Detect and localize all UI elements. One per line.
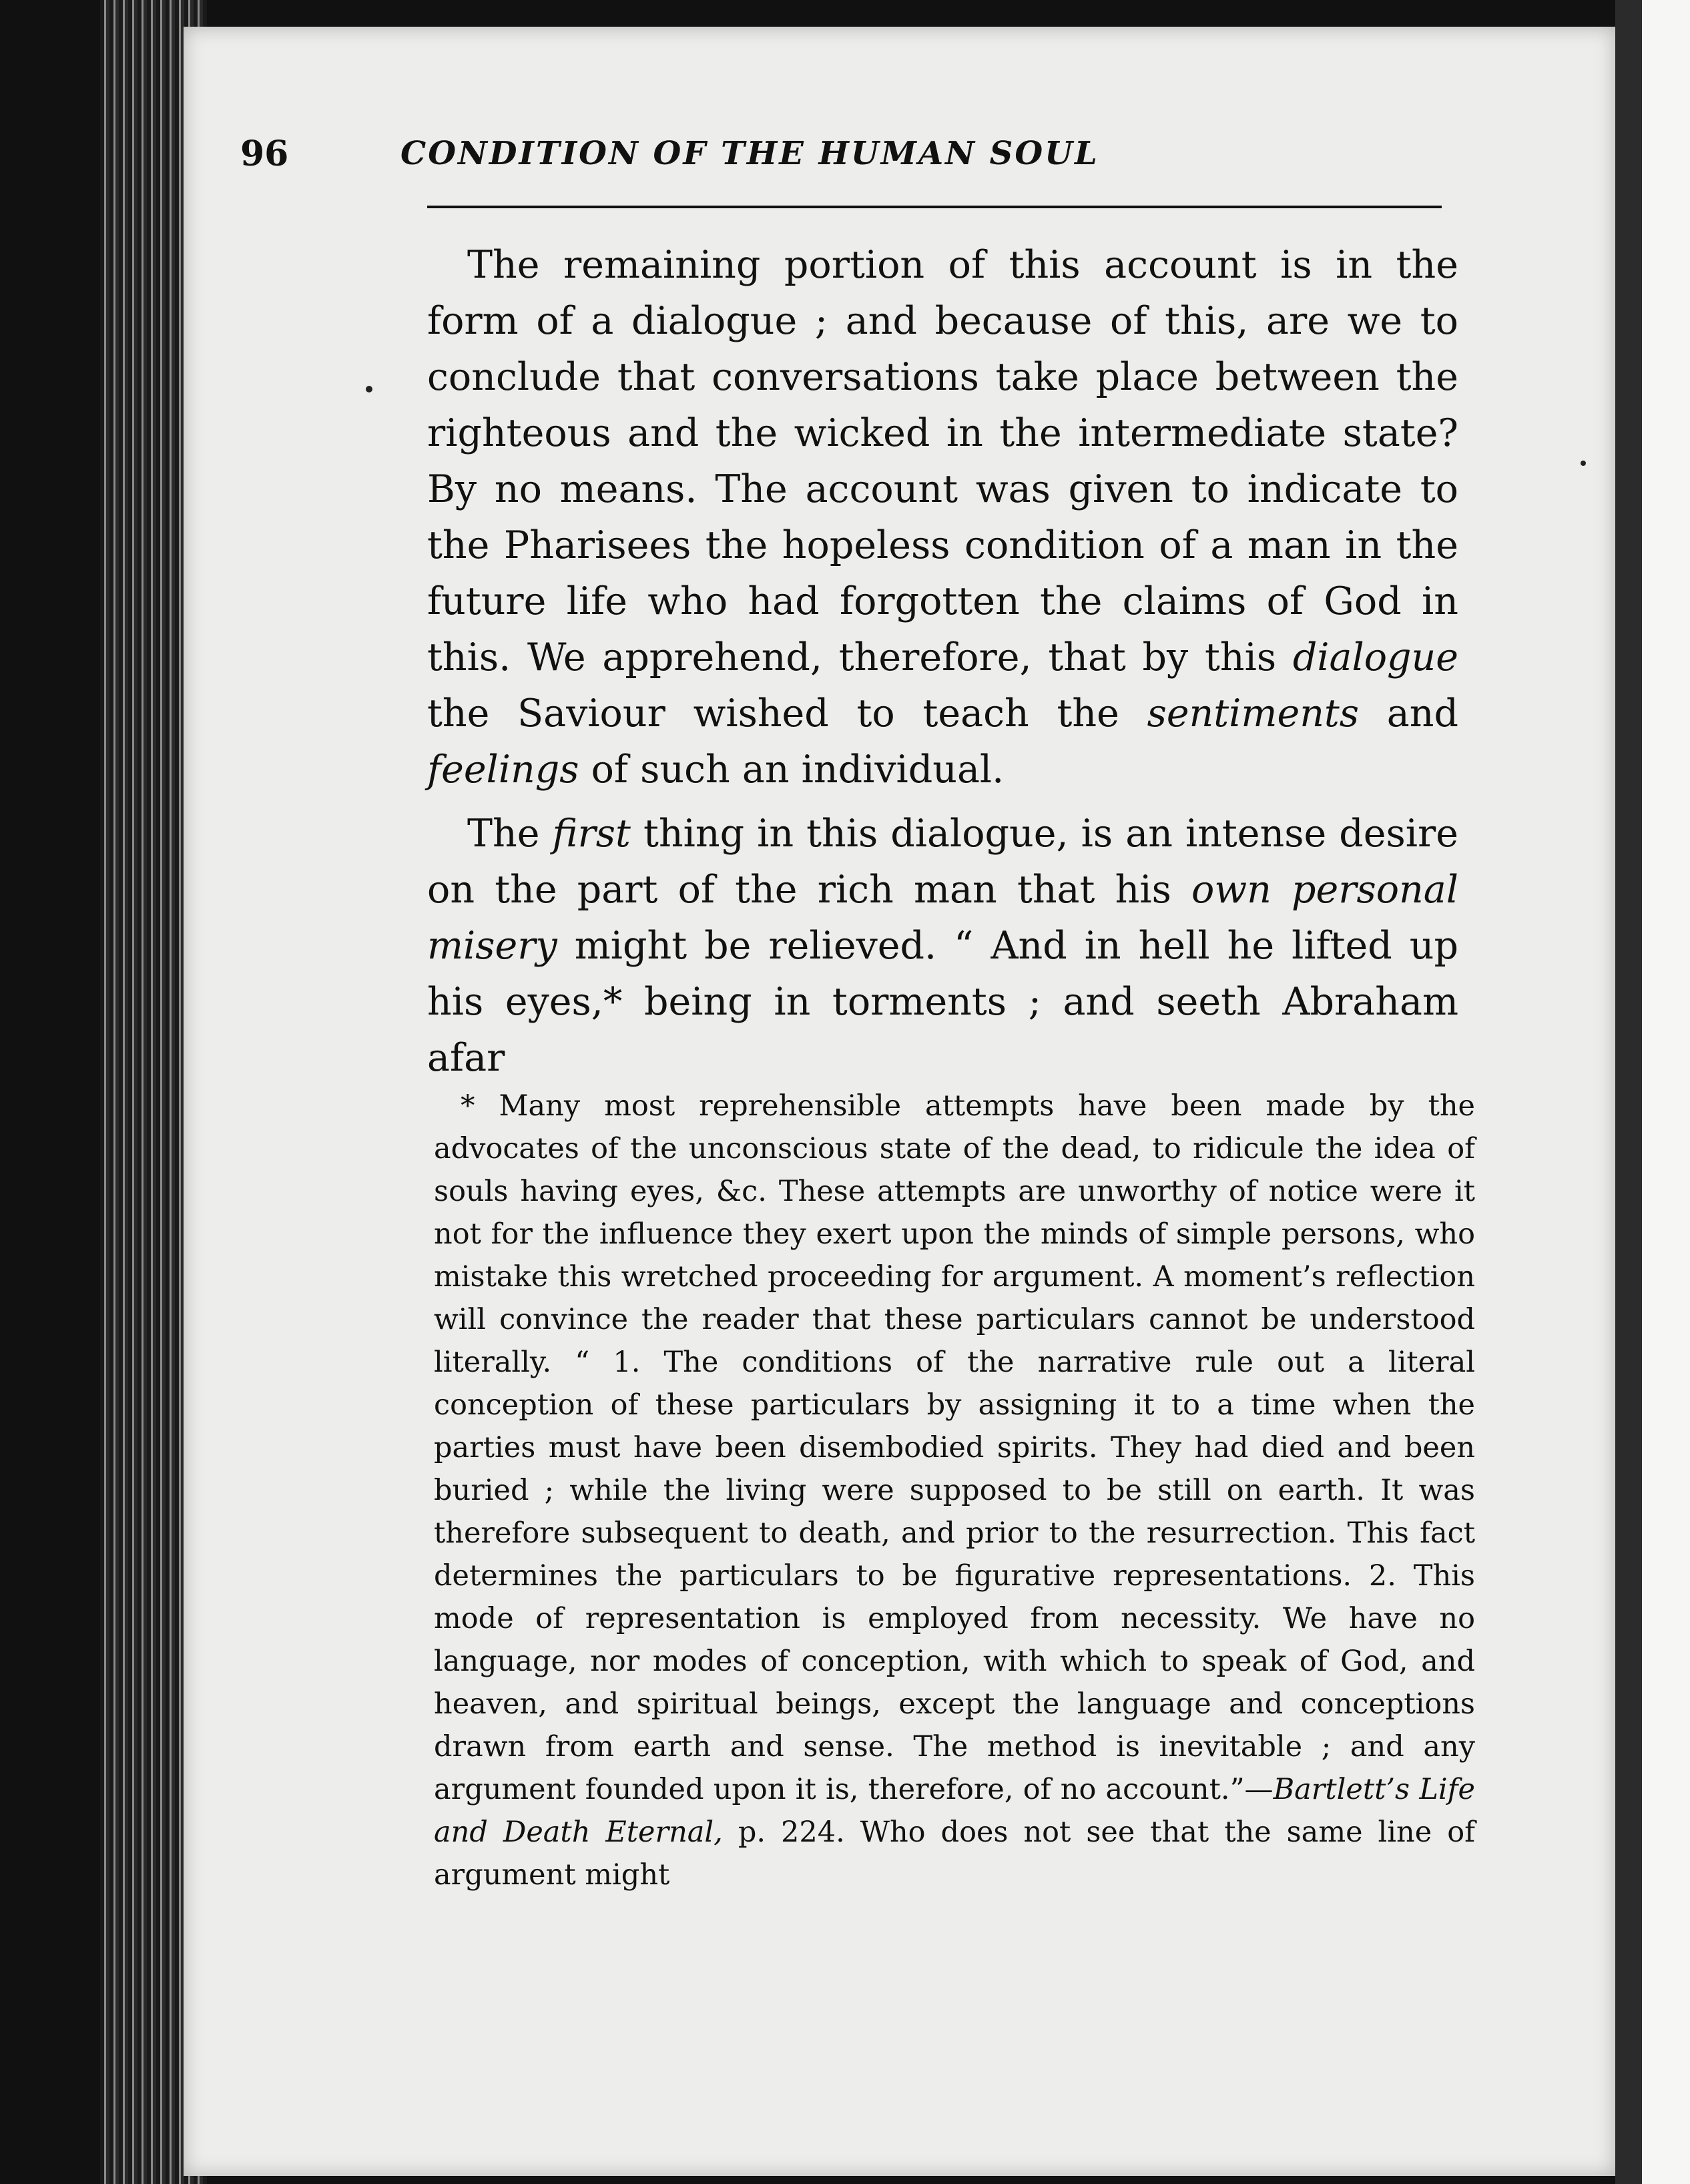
header-rule	[427, 206, 1442, 208]
gutter-shadow	[1615, 0, 1642, 2184]
facing-page-edge	[1642, 0, 1690, 2184]
page-number: 96	[240, 133, 289, 174]
paragraph: The remaining portion of this account is in the form of a dialogue ; and because of this, are we to conclude that conversations take place between the righteous and the wicked in the intermediate state? By no means. The account was given to indicate to the Pharisees the hopeless condition of a man in the future life who had forgotten the claims of God in this. We apprehend, therefore, that by this dialogue the Saviour wished to teach the sentiments and feelings of such an individual.	[427, 243, 1458, 792]
running-title: CONDITION OF THE HUMAN SOUL	[400, 135, 1099, 172]
page-header	[240, 133, 1442, 187]
paragraph: The first thing in this dialogue, is an intense desire on the part of the rich man that his own personal misery might be relieved. “ And in hell he lifted up his eyes,* being in torments ; and seeth Abraham afar	[427, 812, 1458, 1080]
footnote	[434, 1085, 1475, 1896]
footnote-text: * Many most reprehensible attempts have been made by the advocates of the unconscious state of the dead, to ridicule the idea of souls having eyes, &c. These attempts are unworthy of notice were it not for the influence they exert upon the minds of simple persons, who mistake this wretched proceeding for argument. A moment’s reflection will convince the reader that these particulars cannot be understood literally. “ 1. The conditions of the narrative rule out a literal conception of these particulars by assigning it to a time when the parties must have been disembodied spirits. They had died and been buried ; while the living were supposed to be still on earth. It was therefore subsequent to death, and prior to the resurrection. This fact determines the particulars to be figurative representations. 2. This mode of representation is employed from necessity. We have no language, nor modes of conception, with which to speak of God, and heaven, and spiritual beings, except the language and conceptions drawn from earth and sense. The method is inevitable ; and any argument founded upon it is, therefore, of no account.”—Bartlett’s Life and Death Eternal, p. 224. Who does not see that the same line of argument might	[434, 1089, 1476, 1892]
ink-speck	[1581, 461, 1586, 466]
ink-speck	[366, 386, 372, 392]
main-text	[427, 237, 1458, 1086]
